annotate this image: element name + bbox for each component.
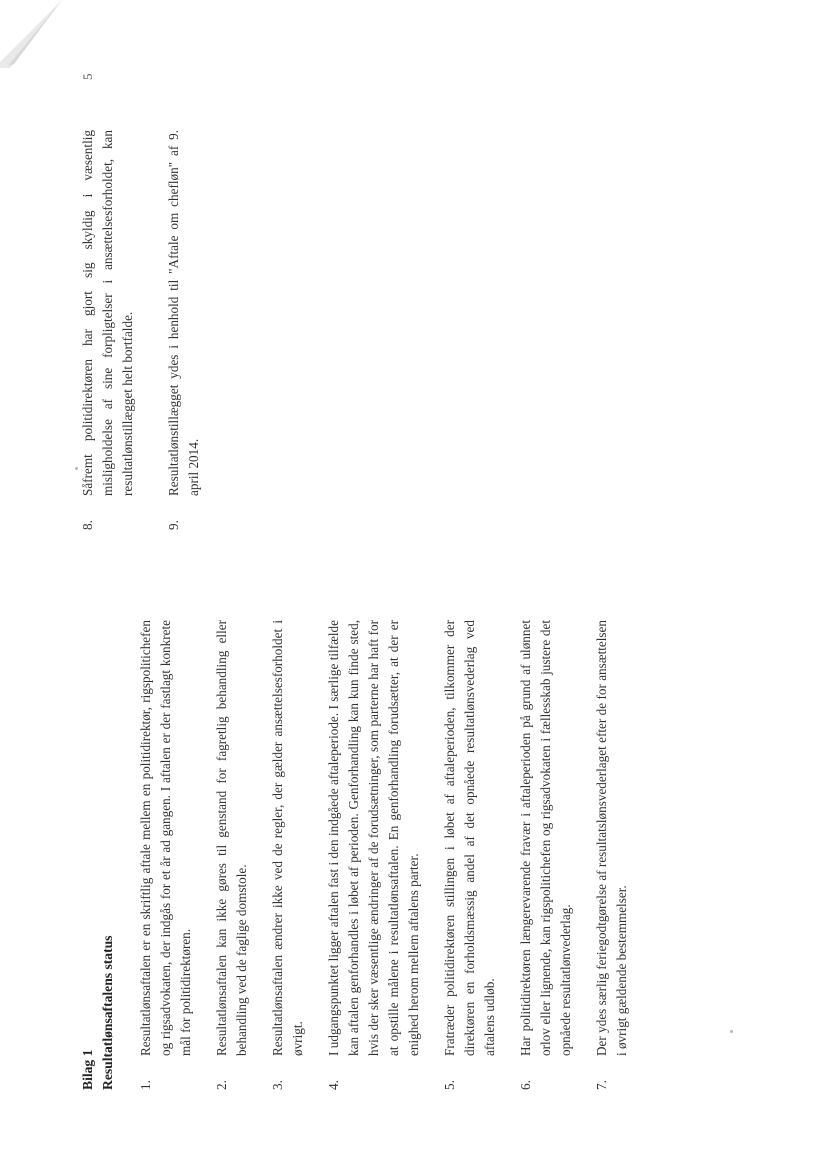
- left-column: [78, 620, 648, 1090]
- list-item: [268, 620, 308, 1090]
- document-title: Resultatlønsaftalens status: [100, 935, 115, 1090]
- item-text: Resultatlønsaftalen kan ikke gøres til genstand for fagretlig behandling eller behandling ved de faglige domstole.: [214, 620, 249, 1056]
- list-item: [78, 130, 138, 530]
- item-number: 2.: [214, 1080, 229, 1090]
- list-item: [592, 620, 632, 1090]
- list-item: [440, 620, 500, 1090]
- item-number: 1.: [138, 1080, 153, 1090]
- list-item: [164, 130, 204, 530]
- rotated-page: [78, 50, 798, 1090]
- item-text: Fratræder politidirektøren stillingen i løbet af aftaleperioden, tilkommer der direktøren en forholdsmæssig andel af det opnåede resultatlønsvederlag ved aftalens udløb.: [442, 620, 497, 1056]
- folded-corner: [0, 0, 62, 68]
- item-number: 8.: [80, 520, 95, 530]
- list-item: [136, 620, 196, 1090]
- page-number: 5: [80, 73, 95, 80]
- list-item: [516, 620, 576, 1090]
- item-text: Resultatlønsaftalen ændrer ikke ved de regler, der gælder ansættelsesforholdet i øvrigt.: [270, 620, 305, 1056]
- item-text: Har politidirektøren længerevarende fravær i aftaleperioden på grund af ulønnet orlov eller lignende, kan rigspolitichefen og rigsadvokaten i fællesskab justere det opnåede resultatlønvederlag.: [518, 620, 573, 1056]
- list-item: [324, 620, 424, 1090]
- item-number: 3.: [270, 1080, 285, 1090]
- item-text: Såfremt politidirektøren har gjort sig skyldig i væsentlig misligholdelse af sine forpligtelser i ansættelsesforholdet, kan resultatlønstillægget helt bortfalde.: [80, 130, 135, 496]
- list-item: [212, 620, 252, 1090]
- item-number: 5.: [442, 1080, 457, 1090]
- heading-block: [78, 620, 118, 1090]
- right-column: [78, 130, 230, 530]
- appendix-label: Bilag 1: [80, 1049, 95, 1090]
- item-text: Der ydes særlig feriegodtgørelse af resultatslønsvederlaget efter de for ansættelsen i øvrigt gældende bestemmelser.: [594, 620, 629, 1056]
- item-number: 7.: [594, 1080, 609, 1090]
- item-number: 9.: [166, 520, 181, 530]
- item-number: 6.: [518, 1080, 533, 1090]
- item-text: Resultatlønstillægget ydes i henhold til "Aftale om chefløn" af 9. april 2014.: [166, 130, 201, 496]
- item-text: Resultatlønsaftalen er en skriftlig aftale mellem en politidirektør, rigspolitichefen og rigsadvokaten, der indgås for et år ad gangen. I aftalen er der fastlagt konkrete mål for politidirektøren.: [138, 620, 193, 1056]
- item-number: 4.: [326, 1080, 341, 1090]
- item-text: I udgangspunktet ligger aftalen fast i den indgåede aftaleperiode. I særlige tilfælde kan aftalen genforhandles i løbet af perioden. Genforhandling kan kun finde sted, hvis der sker væsentlige ændringer af de forudsætninger, som parterne har haft for at opstille målene i resultatlønsaftalen. En genforhandling forudsætter, at der er enighed herom mellem aftalens parter.: [326, 620, 421, 1056]
